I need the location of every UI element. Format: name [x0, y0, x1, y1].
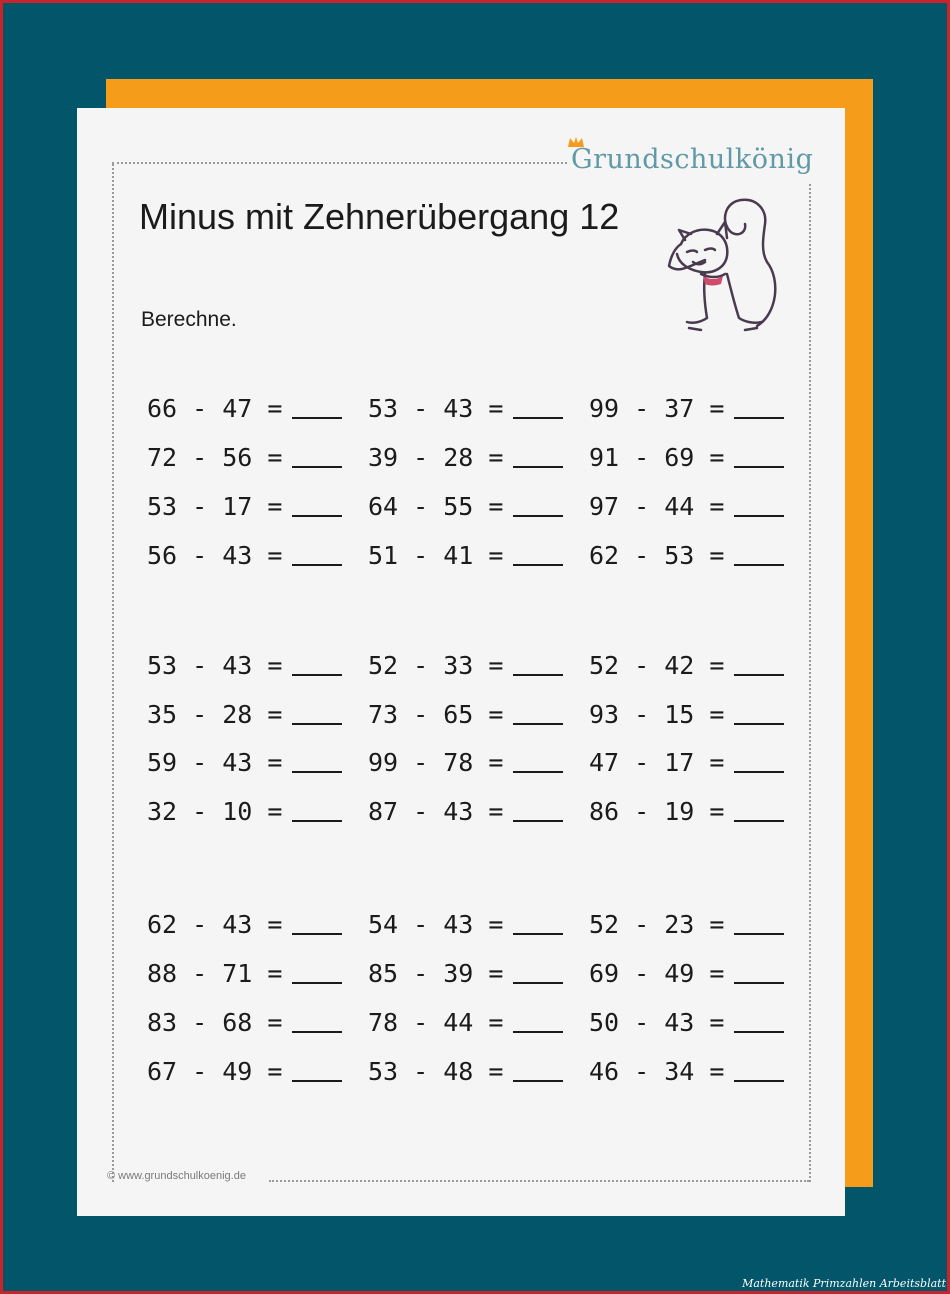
answer-blank[interactable] [513, 723, 563, 725]
problem-item [368, 747, 563, 777]
dotted-border-top [112, 162, 567, 164]
problem-expression: 62 - 43 = [147, 910, 283, 939]
answer-blank[interactable] [292, 771, 342, 773]
answer-blank[interactable] [292, 723, 342, 725]
answer-blank[interactable] [513, 1031, 563, 1033]
dotted-border-bottom [269, 1180, 809, 1182]
problem-expression: 54 - 43 = [368, 910, 504, 939]
problem-expression: 64 - 55 = [368, 492, 504, 521]
instruction-text: Berechne. [141, 308, 237, 331]
answer-blank[interactable] [734, 674, 784, 676]
image-caption: Mathematik Primzahlen Arbeitsblatt [742, 1277, 946, 1290]
problem-item [368, 1007, 563, 1037]
answer-blank[interactable] [513, 515, 563, 517]
answer-blank[interactable] [513, 674, 563, 676]
problem-item [368, 1056, 563, 1086]
page-title: Minus mit Zehnerübergang 12 [139, 196, 620, 237]
answer-blank[interactable] [734, 417, 784, 419]
problem-item [147, 747, 342, 777]
problem-expression: 67 - 49 = [147, 1057, 283, 1086]
answer-blank[interactable] [734, 564, 784, 566]
answer-blank[interactable] [513, 771, 563, 773]
problem-expression: 53 - 43 = [147, 651, 283, 680]
problem-expression: 35 - 28 = [147, 700, 283, 729]
answer-blank[interactable] [292, 515, 342, 517]
problem-expression: 53 - 17 = [147, 492, 283, 521]
problem-expression: 46 - 34 = [589, 1057, 725, 1086]
answer-blank[interactable] [513, 982, 563, 984]
problem-expression: 59 - 43 = [147, 748, 283, 777]
problem-item [368, 796, 563, 826]
answer-blank[interactable] [734, 466, 784, 468]
problem-item [147, 442, 342, 472]
problem-item [589, 699, 784, 729]
answer-blank[interactable] [734, 723, 784, 725]
problem-item [368, 393, 563, 423]
problem-item [368, 491, 563, 521]
answer-blank[interactable] [513, 820, 563, 822]
problem-item [589, 796, 784, 826]
problem-item [368, 650, 563, 680]
problem-expression: 56 - 43 = [147, 541, 283, 570]
answer-blank[interactable] [734, 933, 784, 935]
problem-expression: 88 - 71 = [147, 959, 283, 988]
answer-blank[interactable] [292, 674, 342, 676]
problem-item [589, 909, 784, 939]
problem-item [589, 958, 784, 988]
problem-expression: 52 - 33 = [368, 651, 504, 680]
problem-expression: 66 - 47 = [147, 394, 283, 423]
footer-copyright: © www.grundschulkoenig.de [107, 1170, 246, 1182]
answer-blank[interactable] [734, 771, 784, 773]
problem-item [147, 393, 342, 423]
problem-item [147, 909, 342, 939]
answer-blank[interactable] [513, 1080, 563, 1082]
answer-blank[interactable] [292, 466, 342, 468]
answer-blank[interactable] [513, 417, 563, 419]
problem-expression: 86 - 19 = [589, 797, 725, 826]
problem-item [368, 699, 563, 729]
problem-item [589, 650, 784, 680]
problem-item [589, 1007, 784, 1037]
problem-item [589, 442, 784, 472]
answer-blank[interactable] [734, 982, 784, 984]
problem-expression: 97 - 44 = [589, 492, 725, 521]
problem-expression: 91 - 69 = [589, 443, 725, 472]
problem-expression: 52 - 23 = [589, 910, 725, 939]
problem-item [147, 1007, 342, 1037]
answer-blank[interactable] [734, 1080, 784, 1082]
problem-item [147, 1056, 342, 1086]
problem-item [147, 650, 342, 680]
answer-blank[interactable] [292, 417, 342, 419]
problem-expression: 87 - 43 = [368, 797, 504, 826]
problem-item [368, 909, 563, 939]
answer-blank[interactable] [292, 820, 342, 822]
answer-blank[interactable] [292, 1080, 342, 1082]
answer-blank[interactable] [513, 466, 563, 468]
problem-expression: 72 - 56 = [147, 443, 283, 472]
problem-expression: 73 - 65 = [368, 700, 504, 729]
problem-expression: 51 - 41 = [368, 541, 504, 570]
answer-blank[interactable] [734, 1031, 784, 1033]
problem-item [589, 1056, 784, 1086]
problem-expression: 85 - 39 = [368, 959, 504, 988]
problem-expression: 47 - 17 = [589, 748, 725, 777]
problem-item [147, 796, 342, 826]
problem-item [589, 491, 784, 521]
answer-blank[interactable] [734, 515, 784, 517]
problem-expression: 62 - 53 = [589, 541, 725, 570]
problem-expression: 69 - 49 = [589, 959, 725, 988]
problem-item [589, 747, 784, 777]
problem-expression: 99 - 37 = [589, 394, 725, 423]
dotted-border-right [809, 184, 811, 1182]
problem-item [147, 540, 342, 570]
worksheet-page [77, 108, 845, 1216]
brand-logo: Grundschulkönig [571, 144, 814, 175]
problem-item [589, 540, 784, 570]
problem-expression: 78 - 44 = [368, 1008, 504, 1037]
problem-item [147, 491, 342, 521]
answer-blank[interactable] [292, 933, 342, 935]
answer-blank[interactable] [292, 982, 342, 984]
problem-item [589, 393, 784, 423]
problem-expression: 50 - 43 = [589, 1008, 725, 1037]
problem-expression: 52 - 42 = [589, 651, 725, 680]
answer-blank[interactable] [292, 564, 342, 566]
problem-expression: 39 - 28 = [368, 443, 504, 472]
problem-expression: 53 - 48 = [368, 1057, 504, 1086]
problem-expression: 99 - 78 = [368, 748, 504, 777]
cat-illustration [665, 194, 785, 340]
problem-expression: 83 - 68 = [147, 1008, 283, 1037]
problem-expression: 32 - 10 = [147, 797, 283, 826]
answer-blank[interactable] [513, 933, 563, 935]
dotted-border-left [112, 164, 114, 1182]
problem-expression: 53 - 43 = [368, 394, 504, 423]
problem-item [368, 540, 563, 570]
answer-blank[interactable] [513, 564, 563, 566]
problem-item [368, 958, 563, 988]
problem-expression: 93 - 15 = [589, 700, 725, 729]
problem-item [147, 699, 342, 729]
answer-blank[interactable] [292, 1031, 342, 1033]
problem-item [147, 958, 342, 988]
problem-item [368, 442, 563, 472]
answer-blank[interactable] [734, 820, 784, 822]
